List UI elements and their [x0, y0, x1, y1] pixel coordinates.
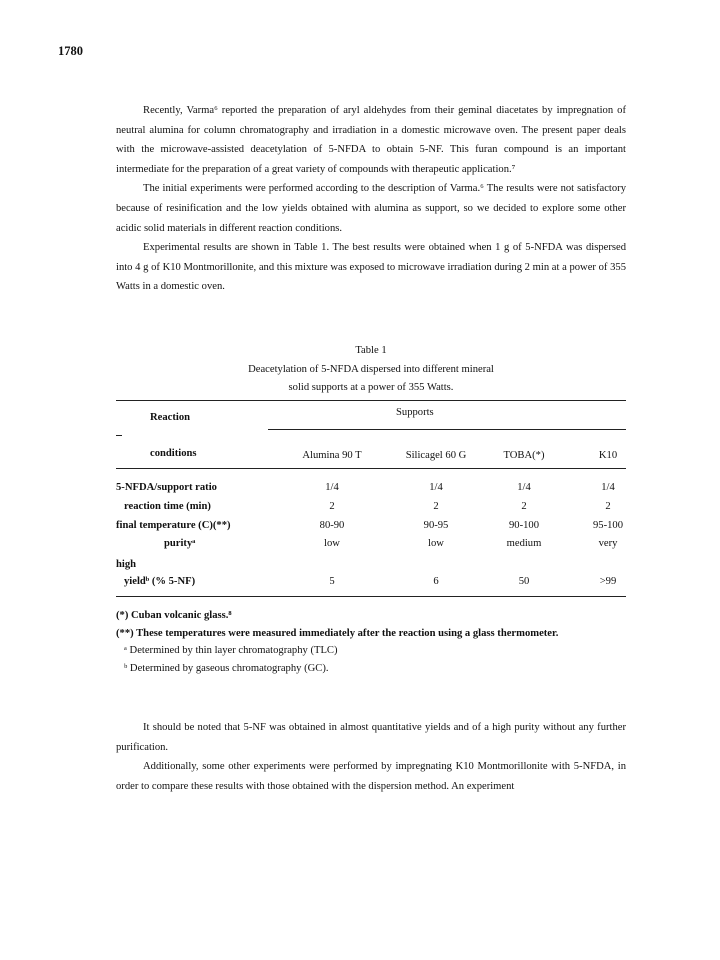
column-header: Alumina 90 T [302, 450, 362, 461]
table-caption [116, 342, 626, 398]
table-cell: low [324, 538, 340, 549]
table-cell: medium [506, 538, 542, 549]
footnote: (**) These temperatures were measured immediately after the reaction using a glass thermometer. [116, 627, 559, 639]
row-label: final temperature (C)(**) [116, 520, 231, 531]
table-caption-line: solid supports at a power of 355 Watts. [288, 382, 454, 393]
row-label-extra: high [116, 559, 137, 570]
table-cell: 90-100 [508, 520, 539, 531]
table-cell: 2 [433, 501, 439, 512]
table-cell: 2 [605, 501, 611, 512]
header-conditions: conditions [150, 448, 197, 459]
table-cell: 90-95 [423, 520, 449, 531]
body-text-before-table [116, 101, 626, 297]
table-cell: 80-90 [319, 520, 345, 531]
row-label: purityᵃ [164, 538, 196, 549]
body-text-after-table [116, 718, 626, 796]
row-label: yieldᵇ (% 5-NF) [124, 576, 196, 587]
header-reaction: Reaction [150, 412, 191, 423]
table-label: Table 1 [355, 345, 387, 356]
table-cell: 1/4 [429, 482, 443, 493]
row-label: 5-NFDA/support ratio [116, 482, 217, 493]
page-number: 1780 [58, 44, 83, 58]
table-cell: low [428, 538, 444, 549]
footnote: ᵇ Determined by gaseous chromatography (GC). [124, 662, 329, 674]
table-cell: 1/4 [325, 482, 339, 493]
column-header: Silicagel 60 G [405, 450, 467, 461]
paragraph: Additionally, some other experiments were performed by impregnating K10 Montmorillonite with 5-NFDA, in order to compare these results with those obtained with the dispersion method. An experiment [116, 761, 626, 792]
header-supports: Supports [396, 407, 434, 418]
footnote: ᵃ Determined by thin layer chromatography (TLC) [124, 645, 338, 656]
table-cell: 2 [329, 501, 335, 512]
table-caption-line: Deacetylation of 5-NFDA dispersed into different mineral [248, 363, 494, 375]
header-dash [116, 435, 122, 436]
footnote: (*) Cuban volcanic glass.⁸ [116, 610, 232, 621]
supports-rule [268, 429, 626, 430]
table-cell: 95-100 [592, 520, 623, 531]
column-header: K10 [598, 450, 618, 461]
table-cell: 1/4 [601, 482, 615, 493]
table-bottom-rule [116, 596, 626, 597]
paragraph: Recently, Varma⁶ reported the preparation of aryl aldehydes from their geminal diacetates by impregnation of neutral alumina for column chromatography and irradiation in a domestic microwave oven. The present paper deals with the microwave-assisted deacetylation of 5-NFDA to obtain 5-NF. This furan compound is an important intermediate for the preparation of a great variety of compounds with therapeutic application.⁷ [116, 105, 626, 175]
table-cell: 6 [433, 576, 439, 587]
table-header-rule [116, 468, 626, 469]
table-cell: 5 [329, 576, 335, 587]
table-cell: 1/4 [517, 482, 531, 493]
table-cell: 2 [521, 501, 527, 512]
table-footnotes [116, 607, 636, 677]
paragraph: Experimental results are shown in Table 1. The best results were obtained when 1 g of 5-NFDA was dispersed into 4 g of K10 Montmorillonite, and this mixture was exposed to microwave irradiation during 2 min at a power of 355 Watts in a domestic oven. [116, 242, 626, 293]
table-cell: very [598, 538, 618, 549]
table-cell: >99 [599, 576, 617, 587]
paragraph: The initial experiments were performed according to the description of Varma.⁶ The results were not satisfactory because of resinification and the low yields obtained with alumina as support, so we decided to explore some other acidic solid materials in different reaction conditions. [116, 183, 626, 234]
paragraph: It should be noted that 5-NF was obtained in almost quantitative yields and of a high purity without any further purification. [116, 722, 626, 753]
row-label: reaction time (min) [124, 501, 211, 512]
column-header: TOBA(*) [503, 450, 545, 461]
table-top-rule [116, 400, 626, 401]
table-cell: 50 [518, 576, 530, 587]
